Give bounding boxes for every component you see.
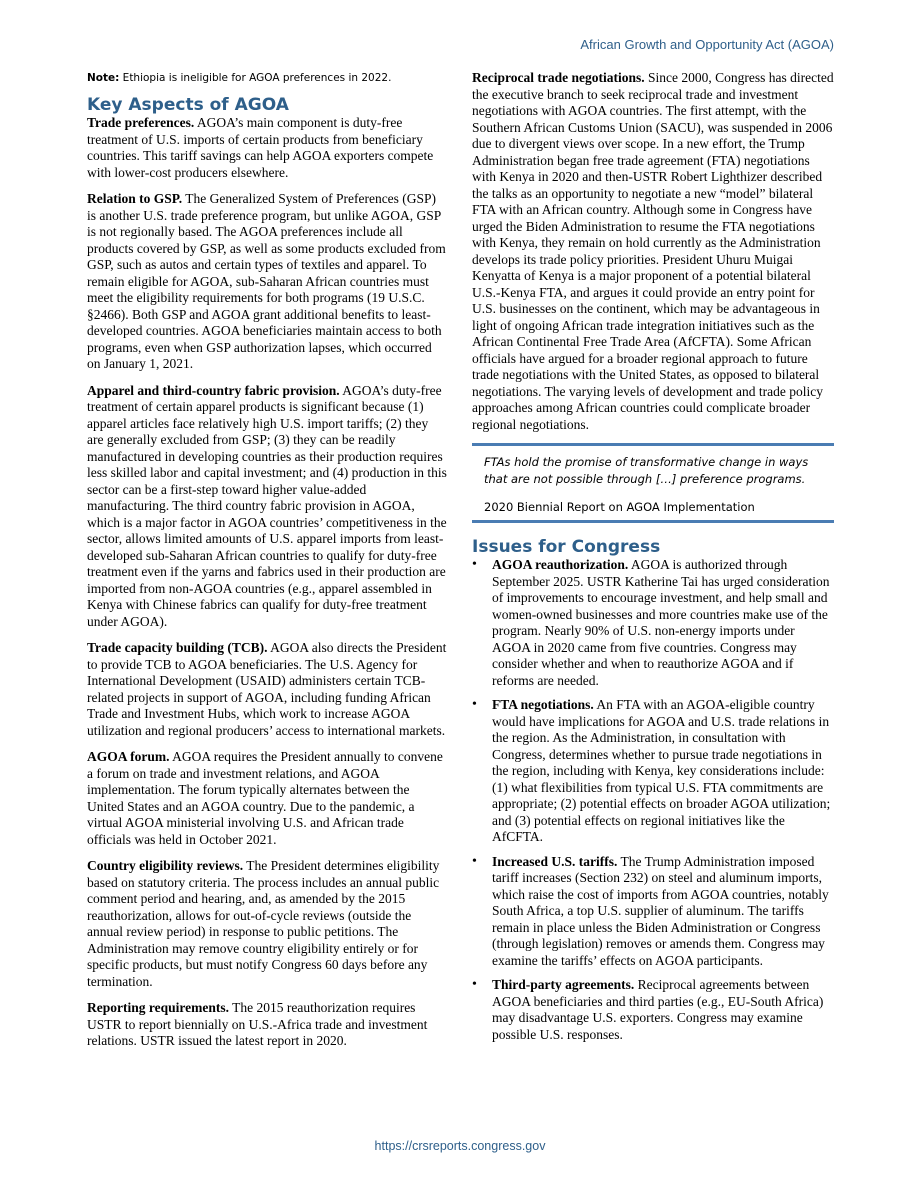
paragraph-title: AGOA forum. <box>87 749 170 764</box>
note <box>87 71 448 85</box>
item-title: AGOA reauthorization. <box>492 557 629 572</box>
item-text: The Trump Administration imposed tariff increases (Section 232) on steel and aluminum imports, which raise the cost of imports from AGOA countries, notably South Africa, a top U.S. supplier of aluminum. The tariffs remain in place unless the Biden Administration or Congress (through legislation) removes or amends them. Congress may examine the tariffs’ effects on AGOA participants. <box>492 853 829 968</box>
paragraph-text: The President determines eligibility based on statutory criteria. The process includes an annual public comment period and hearing, and, as amended by the 2015 reauthorization, allows for out-of-cycle reviews (outside the annual review period) in response to public petitions. The Administration may remove country eligibility entirely or for specific products, but must notify Congress 60 days before any termination. <box>87 858 440 989</box>
pull-quote <box>472 443 834 523</box>
quote-source: 2020 Biennial Report on AGOA Implementation <box>484 500 755 514</box>
item-title: FTA negotiations. <box>492 697 594 712</box>
paragraph-reporting <box>87 1000 448 1050</box>
right-column <box>472 70 834 1051</box>
paragraph-trade-preferences <box>87 115 448 181</box>
left-column <box>87 70 448 1060</box>
list-item <box>472 697 834 846</box>
section-heading-key-aspects: Key Aspects of AGOA <box>87 95 289 115</box>
paragraph-title: Reciprocal trade negotiations. <box>472 70 645 85</box>
note-label: Note: <box>87 72 120 84</box>
item-text: An FTA with an AGOA-eligible country would have implications for AGOA and U.S. trade relations in the region. As the Administration, in consultation with Congress, determines whether to pursue trade negotiations in the region, including with Kenya, key considerations include: (1) what flexibilities from typical U.S. FTA commitments are appropriate; (2) potential effects on broader AGOA utilization; and (3) potential effects on regional initiatives like the AfCFTA. <box>492 697 831 844</box>
paragraph-title: Apparel and third-country fabric provision. <box>87 382 340 398</box>
paragraph-title: Reporting requirements. <box>87 1000 229 1015</box>
running-header: African Growth and Opportunity Act (AGOA) <box>580 37 834 52</box>
paragraph-eligibility-reviews <box>87 858 448 990</box>
issues-list <box>472 557 834 1043</box>
paragraph-tcb <box>87 640 448 739</box>
paragraph-title: Relation to GSP. <box>87 191 183 206</box>
item-title: Increased U.S. tariffs. <box>492 853 618 869</box>
paragraph-text: The 2015 reauthorization requires USTR to report biennially on U.S.-Africa trade and investment relations. USTR issued the latest report in 2020. <box>87 1000 428 1048</box>
paragraph-relation-to-gsp <box>87 191 448 373</box>
list-item <box>472 977 834 1043</box>
item-text: Reciprocal agreements between AGOA beneficiaries and third parties (e.g., EU-South Africa) may disadvantage U.S. exporters. Congress may examine possible U.S. responses. <box>492 977 824 1042</box>
paragraph-text: AGOA requires the President annually to convene a forum on trade and investment relations, and AGOA implementation. The forum typically alternates between the United States and an AGOA country. Due to the pandemic, a virtual AGOA ministerial involving U.S. and African trade officials was held in October 2021. <box>87 749 443 847</box>
list-item <box>472 557 834 689</box>
list-item <box>472 854 834 970</box>
footer-url[interactable]: https://crsreports.congress.gov <box>374 1139 546 1153</box>
paragraph-text: The Generalized System of Preferences (GSP) is another U.S. trade preference program, but unlike AGOA, GSP is not regionally based. The AGOA preferences include all products covered by GSP, as well as some products excluded from GSP, such as autos and certain types of textiles and apparel. To remain eligible for AGOA, sub-Saharan African countries must meet the eligibility requirements for both programs (19 U.S.C. §2466). Both GSP and AGOA grant additional benefits to least-developed countries. AGOA beneficiaries maintain access to both programs, even when GSP authorization lapses, which occurred on January 1, 2021. <box>87 191 446 371</box>
paragraph-title: Trade preferences. <box>87 115 195 130</box>
paragraph-agoa-forum <box>87 749 448 848</box>
paragraph-text: Since 2000, Congress has directed the executive branch to seek reciprocal trade and investment negotiations with AGOA countries. The first attempt, with the Southern African Customs Union (SACU), was suspended in 2006 due to divergent views over scope. In a new effort, the Trump Administration began free trade agreement (FTA) negotiations with Kenya in 2020 and then-USTR Robert Lighthizer described the talks as an opportunity to negotiate a new “model” bilateral FTA with an African country. Although some in Congress have urged the Biden Administration to resume the FTA negotiations with Kenya, they remain on hold currently as the Administration develops its trade policy priorities. President Uhuru Muigai Kenyatta of Kenya is a major proponent of a potential bilateral U.S.-Kenya FTA, and argues it could provide an entry point for U.S. businesses on the continent, which may be advantageous in light of ongoing African trade integration initiatives such as the African Continental Free Trade Area (AfCFTA). Some African officials have argued for a broader regional approach to future trade negotiations with the United States, as opposed to bilateral negotiations. The varying levels of development and trade policy approaches among African countries could complicate broader regional negotiations. <box>472 70 834 432</box>
paragraph-title: Country eligibility reviews. <box>87 858 244 873</box>
section-heading-issues: Issues for Congress <box>472 537 661 557</box>
note-text: Ethiopia is ineligible for AGOA preferences in 2022. <box>119 72 392 84</box>
paragraph-text: AGOA also directs the President to provide TCB to AGOA beneficiaries. The U.S. Agency for International Development (USAID) administers certain TCB-related projects in support of AGOA, including funding African Trade and Investment Hubs, which work to increase AGOA utilization and regional producers’ access to international markets. <box>87 640 447 738</box>
quote-text: FTAs hold the promise of transformative change in ways that are not possible through […] preference programs. <box>484 455 809 486</box>
paragraph-text: AGOA’s main component is duty-free treatment of U.S. imports of certain products from beneficiary countries. This tariff savings can help AGOA exporters compete with lower-cost producers elsewhere. <box>87 115 434 180</box>
item-title: Third-party agreements. <box>492 977 635 992</box>
item-text: AGOA is authorized through September 2025. USTR Katherine Tai has urged consideration of improvements to encourage investment, and help small and women-owned businesses and more countries make use of the program. Nearly 90% of U.S. non-energy imports under AGOA in 2020 came from five countries. Congress may consider whether and when to reauthorize AGOA and if reforms are needed. <box>492 557 830 688</box>
paragraph-title: Trade capacity building (TCB). <box>87 640 268 655</box>
paragraph-text: AGOA’s duty-free treatment of certain apparel products is significant because (1) apparel articles face relatively high U.S. import tariffs; (2) they are generally excluded from GSP; (3) they can be readily manufactured in developing countries as their production requires less skilled labor and capital investment; and (4) production in this sector can be a first-step toward higher value-added manufacturing. The third country fabric provision in AGOA, which is a major factor in AGOA countries’ competitiveness in the sector, allows limited amounts of U.S. apparel imports from least-developed sub-Saharan African countries to qualify for duty-free treatment even if the yarns and fabrics used in their production are imported from non-AGOA countries (e.g., apparel assembled in Kenya with Chinese fabrics can qualify for duty-free treatment under AGOA). <box>87 382 447 629</box>
paragraph-reciprocal-negotiations <box>472 70 834 433</box>
paragraph-apparel <box>87 383 448 631</box>
